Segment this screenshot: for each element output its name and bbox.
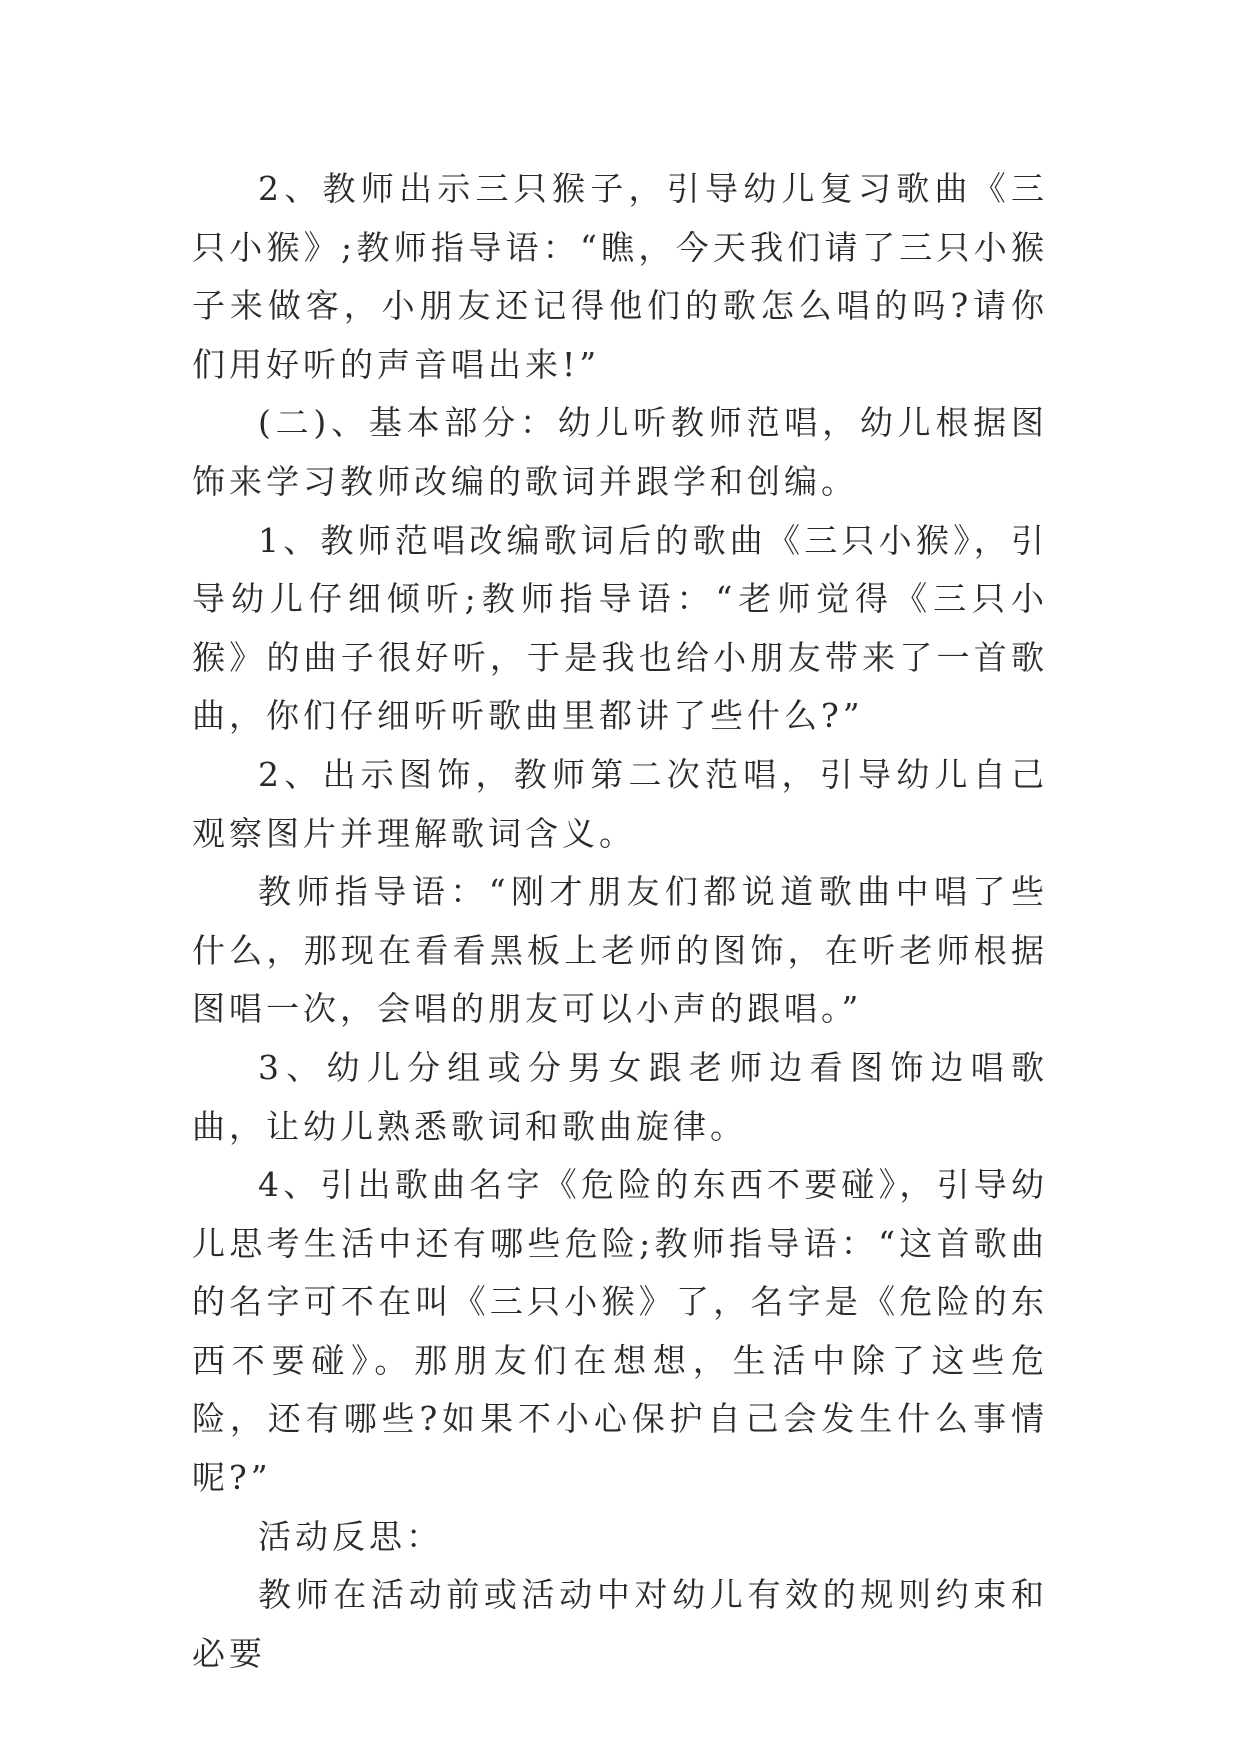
- paragraph-teacher-sings: 1、教师范唱改编歌词后的歌曲《三只小猴》，引导幼儿仔细倾听;教师指导语：“老师觉得《三只小猴》的曲子很好听，于是我也给小朋友带来了一首歌曲，你们仔细听听歌曲里都讲了些什么?”: [192, 520, 1048, 736]
- paragraph-show-pictures: 2、出示图饰，教师第二次范唱，引导幼儿自己观察图片并理解歌词含义。: [192, 754, 1048, 853]
- document-body: [192, 160, 1048, 1683]
- paragraph-reflection-text: 教师在活动前或活动中对幼儿有效的规则约束和必要: [192, 1575, 1048, 1673]
- paragraph-group-singing: 3、幼儿分组或分男女跟老师边看图饰边唱歌曲，让幼儿熟悉歌词和歌曲旋律。: [192, 1047, 1048, 1146]
- paragraph-song-title: 4、引出歌曲名字《危险的东西不要碰》，引导幼儿思考生活中还有哪些危险;教师指导语：“这首歌曲的名字可不在叫《三只小猴》了，名字是《危险的东西不要碰》。那朋友们在想想，生活中除了这些危险，还有哪些?如果不小心保护自己会发生什么事情呢?”: [192, 1165, 1048, 1498]
- paragraph-basic-section: (二)、基本部分：幼儿听教师范唱，幼儿根据图饰来学习教师改编的歌词并跟学和创编。: [192, 403, 1048, 501]
- paragraph-review-song: 2、教师出示三只猴子，引导幼儿复习歌曲《三只小猴》;教师指导语：“瞧，今天我们请了三只小猴子来做客，小朋友还记得他们的歌怎么唱的吗?请你们用好听的声音唱出来!”: [192, 169, 1048, 384]
- paragraph-teacher-guidance: 教师指导语：“刚才朋友们都说道歌曲中唱了些什么，那现在看看黑板上老师的图饰，在听老师根据图唱一次，会唱的朋友可以小声的跟唱。”: [192, 872, 1048, 1029]
- paragraph-reflection-heading: 活动反思：: [258, 1516, 443, 1556]
